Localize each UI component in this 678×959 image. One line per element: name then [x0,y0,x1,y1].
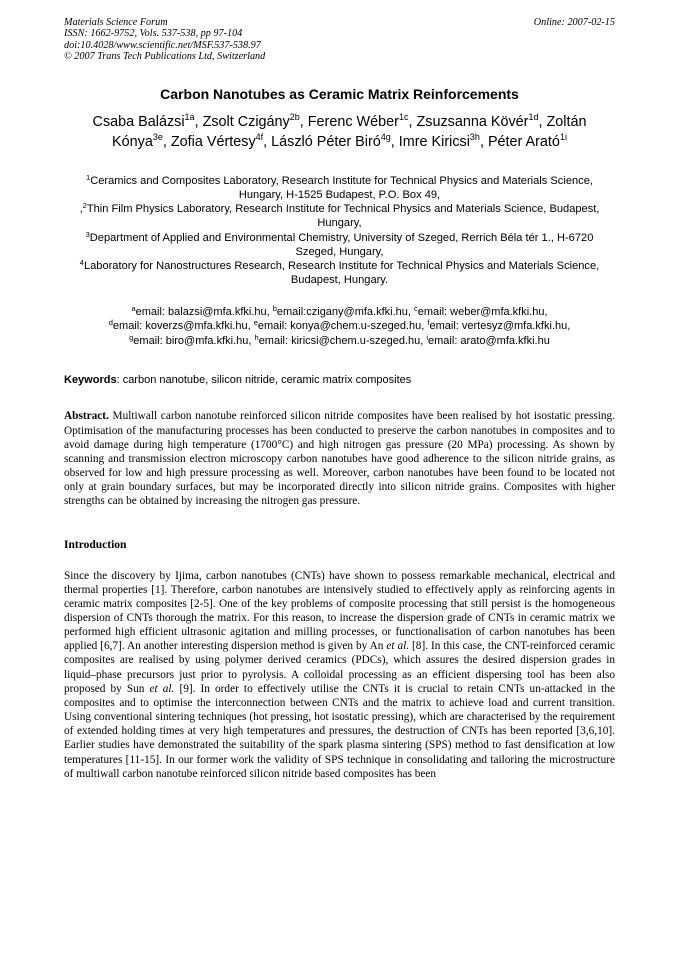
email-address[interactable]: email: koverzs@mfa.kfki.hu, [112,320,254,333]
affiliation-text: Thin Film Physics Laboratory, Research Institute for Technical Physics and Materials Science, Budapest, Hungary, [86,203,600,230]
affiliation-number: 1 [86,173,91,183]
author-mark: 2b [289,112,300,123]
author-separator: , [479,134,488,151]
affiliation-text: Laboratory for Nanostructures Research, Research Institute for Technical Physics and Materials Science, Budapest, Hungary. [83,259,600,286]
body-text-italic: et al. [386,640,410,653]
introduction-paragraph [64,569,615,781]
author-separator: , [408,114,417,131]
email-list [64,305,615,349]
email-mark: c [414,303,418,313]
author-name: Zofia Vértesy [170,134,256,151]
issn-line: ISSN: 1662-9752, Vols. 537-538, pp 97-104 [64,28,243,40]
author-mark: 4f [255,132,264,143]
keywords-line [64,373,615,387]
abstract-text: Multiwall carbon nanotube reinforced silicon nitride composites have been realised by hot isostatic pressing. Optimisation of the manufacturing processes has been conducted to preserve the carbon nanotubes in composites and to avoid damage during high temperature (1700°C) and high nitrogen gas pressure (20 MPa) processing. As shown by scanning and transmission electron microscopy carbon nanotubes have good adherence to the silicon nitride grains, as observed for low and high pressure processing as well. Moreover, carbon nanotubes have been found to be located not only at grain boundary surfaces, but may be incorporated directly into silicon nitride grains. Composites with higher strengths can be obtained by increasing the nitrogen gas pressure. [64,410,615,508]
affiliation [64,202,615,230]
author [416,114,546,130]
author-list [64,112,615,152]
affiliation [64,259,615,287]
email-mark: a [131,303,136,313]
email-address[interactable]: email: vertesyz@mfa.kfki.hu, [429,320,571,333]
author-mark: 1i [559,132,567,143]
copyright-line: © 2007 Trans Tech Publications Ltd, Switzerland [64,50,266,62]
author [271,134,399,150]
author [203,114,308,130]
author-mark: 1d [528,112,539,123]
email-address[interactable]: email: arato@mfa.kfki.hu [428,334,550,347]
author-separator: , [390,134,399,151]
email-mark: b [272,303,277,313]
email-address[interactable]: email: konya@chem.u-szeged.hu, [257,320,428,333]
email-address[interactable]: email: kiricsi@chem.u-szeged.hu, [258,334,427,347]
affiliation [64,174,615,202]
author-mark: 4g [380,132,391,143]
email-mark: g [129,332,134,342]
author-name: Zoltán Kónya [112,114,587,151]
affiliation-number: 3 [85,229,90,239]
introduction-heading: Introduction [64,538,127,551]
affiliation-text: Ceramics and Composites Laboratory, Research Institute for Technical Physics and Materials Science, Hungary, H-1525 Budapest, P.O. Box 49, [90,175,593,202]
journal-header [64,17,615,62]
email-mark: f [427,318,430,328]
author-name: Imre Kiricsi [398,134,470,151]
author-name: Zsuzsanna Kövér [416,114,529,131]
paper-title: Carbon Nanotubes as Ceramic Matrix Reinforcements [160,86,519,103]
author [308,114,417,130]
author-mark: 1c [398,112,409,123]
journal-name: Materials Science Forum [64,17,168,28]
author-name: Csaba Balázsi [92,114,185,131]
author [399,134,488,150]
author [171,134,271,150]
email-address[interactable]: email: weber@mfa.kfki.hu, [417,305,548,318]
author [488,134,567,150]
author-mark: 3e [152,132,163,143]
affiliation-prefix: , [79,203,83,216]
keywords-label: Keywords [64,374,117,387]
email-mark: h [254,332,259,342]
online-date: Online: 2007-02-15 [533,17,615,28]
author-separator: , [263,134,272,151]
author-mark: 1a [184,112,195,123]
email-address[interactable]: email: biro@mfa.kfki.hu, [133,334,255,347]
abstract-label: Abstract. [64,410,109,423]
body-text: [9]. In order to effectively utilise the CNTs it is crucial to retain CNTs un-attacked in the composites and to optimise the interconnection between CNTs and the matrix to achieve load and current transition. Using conventional sintering techniques (hot pressing, hot isostatic pressing), which are characterised by the requirement of extended holding times at very high temperatures and pressures, the destruction of CNTs has been reported [3,6,10]. Earlier studies have demonstrated the suitability of the spark plasma sintering (SPS) method to fast densification at low temperatures [11-15]. In our former work the validity of SPS technique in consolidating and tailoring the microstructure of multiwall carbon nanotube reinforced silicon nitride based composites has been [64,682,615,780]
email-address[interactable]: email: balazsi@mfa.kfki.hu, [135,305,273,318]
email-line [64,319,615,334]
affiliation-number: 4 [79,257,84,267]
body-text-italic: et al. [149,682,175,695]
author-name: Ferenc Wéber [307,114,399,131]
email-address[interactable]: email:czigany@mfa.kfki.hu, [276,305,415,318]
email-mark: d [108,318,113,328]
author [93,114,203,130]
doi-line: doi:10.4028/www.scientific.net/MSF.537-538.97 [64,39,261,51]
abstract-paragraph [64,409,615,508]
author-separator: , [194,114,203,131]
author-name: László Péter Biró [271,134,381,151]
author-mark: 3h [469,132,480,143]
body-text: Since the discovery by Ijima, carbon nanotubes (CNTs) have shown to possess remarkable mechanical, electrical and thermal properties [1]. Therefore, carbon nanotubes are intensively studied to effectively apply as reinforcing agents in ceramic matrix composites [2-5]. One of the key problems of composite processing that still persist is the homogeneous dispersion of CNTs thorough the matrix. For this reason, to increase the dispersion grade of CNTs in ceramic matrix we performed high efficient ultrasonic agitation and milling processes, or functionalisation of carbon nanotubes has been applied [6,7]. An another interesting dispersion method is given by An [64,569,615,653]
affiliation-text: Department of Applied and Environmental Chemistry, University of Szeged, Rerrich Béla tér 1., H-6720 Szeged, Hungary, [89,231,594,258]
email-line [64,334,615,349]
body-text: [8]. In this case, the CNT-reinforced ceramic composites are realised by using polymer derived ceramics (PDCs), which assures the desired dispersion grades in liquid–phase precursors just prior to pyrolysis. A colloidal processing as an efficient dispersing tool has been also proposed by Sun [64,640,615,695]
email-mark: e [253,318,258,328]
author-name: Péter Arató [487,134,560,151]
author-separator: , [162,134,171,151]
author-separator: , [299,114,308,131]
affiliation [64,231,615,259]
email-mark: i [426,332,429,342]
affiliation-number: 2 [82,201,87,211]
author-separator: , [538,114,547,131]
keywords-text: : carbon nanotube, silicon nitride, ceramic matrix composites [116,374,412,387]
email-line [64,305,615,320]
affiliation-list [64,174,615,287]
author-name: Zsolt Czigány [202,114,290,131]
